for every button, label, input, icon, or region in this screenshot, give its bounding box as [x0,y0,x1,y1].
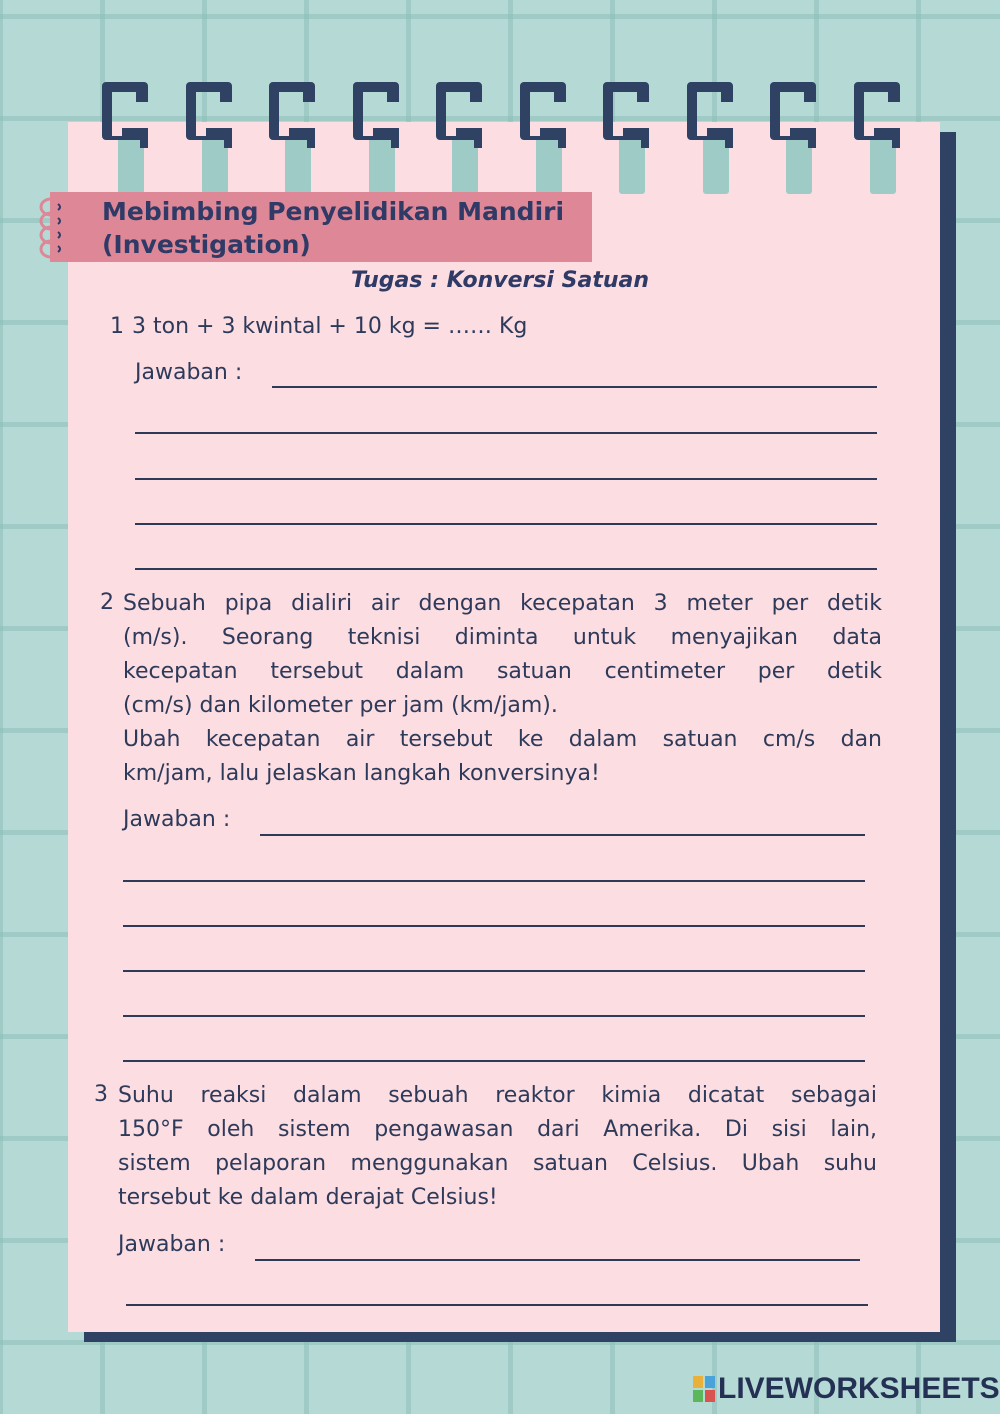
question-2-line: km/jam, lalu jelaskan langkah konversinya! [123,761,600,786]
spiral-ring [852,78,902,182]
question-2-number: 2 [100,590,114,615]
spiral-ring [100,78,150,182]
question-1-answer-line[interactable] [135,432,877,434]
question-1-answer-line[interactable] [135,568,877,570]
question-2-line: kecepatan tersebut dalam satuan centimeter per detik [123,659,882,684]
question-3-answer-label: Jawaban : [118,1232,226,1257]
question-1-number: 1 [110,314,124,339]
question-3-answer-line[interactable] [126,1304,868,1306]
question-2-answer-line[interactable] [123,925,865,927]
spiral-ring [351,78,401,182]
question-2-line: Sebuah pipa dialiri air dengan kecepatan 3 meter per detik [123,591,882,616]
question-3-line: tersebut ke dalam derajat Celsius! [118,1185,498,1210]
spiral-ring [685,78,735,182]
question-2-answer-line[interactable] [123,970,865,972]
question-3-line: 150°F oleh sistem pengawasan dari Amerika. Di sisi lain, [118,1117,877,1142]
question-2-answer-label: Jawaban : [123,807,231,832]
question-2-text [123,587,882,791]
spiral-ring [518,78,568,182]
question-1-text: 3 ton + 3 kwintal + 10 kg = …… Kg [132,314,528,339]
question-2-line: Ubah kecepatan air tersebut ke dalam satuan cm/s dan [123,727,882,752]
question-3-text [118,1079,877,1215]
logo-text: LIVEWORKSHEETS [718,1372,1000,1405]
spiral-ring [267,78,317,182]
page-title [102,195,582,261]
liveworksheets-logo-icon [692,1374,716,1404]
banner-coil-icon [38,196,68,262]
question-1-answer-line[interactable] [135,478,877,480]
question-2-line: (cm/s) dan kilometer per jam (km/jam). [123,693,558,718]
question-2-line: (m/s). Seorang teknisi diminta untuk menyajikan data [123,625,882,650]
spiral-ring [434,78,484,182]
question-3-line: sistem pelaporan menggunakan satuan Celsius. Ubah suhu [118,1151,877,1176]
spiral-ring [768,78,818,182]
spiral-ring [601,78,651,182]
question-2-answer-line[interactable] [123,1060,865,1062]
page-title-line2: (Investigation) [102,230,311,259]
task-subtitle: Tugas : Konversi Satuan [350,268,650,293]
question-2-answer-line[interactable] [260,834,865,836]
liveworksheets-logo[interactable] [692,1372,1000,1406]
spiral-ring [184,78,234,182]
question-2-answer-line[interactable] [123,1015,865,1017]
page-title-line1: Mebimbing Penyelidikan Mandiri [102,197,565,226]
question-3-answer-line[interactable] [255,1259,860,1261]
question-2-answer-line[interactable] [123,880,865,882]
question-3-line: Suhu reaksi dalam sebuah reaktor kimia dicatat sebagai [118,1083,877,1108]
question-3-number: 3 [94,1082,108,1107]
question-1-answer-line[interactable] [135,523,877,525]
question-1-answer-label: Jawaban : [135,360,243,385]
question-1-answer-line[interactable] [272,386,877,388]
